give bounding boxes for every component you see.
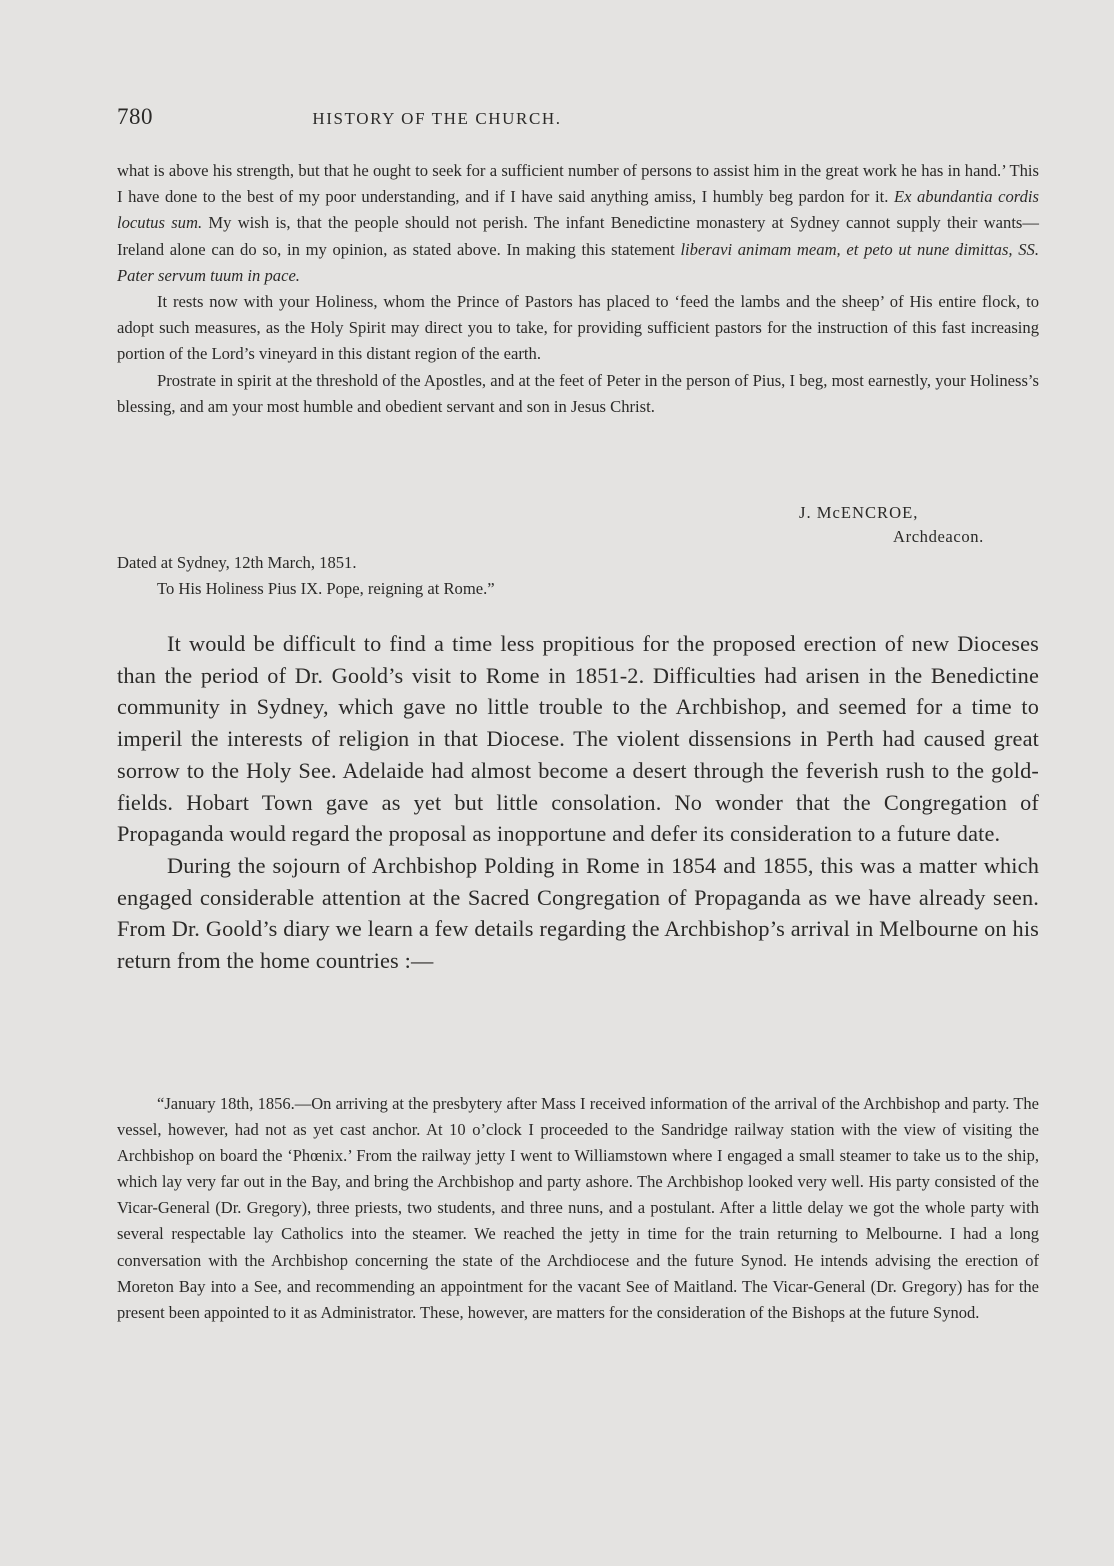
dated-line: Dated at Sydney, 12th March, 1851. — [117, 553, 357, 572]
letter-text-run: My wish is, that the people should not perish. The infant Benedictine monastery at Sydney cannot supply their wants—Ireland alone can do so, in my opinion, as stated above. In making this statement — [117, 213, 1039, 259]
letter-paragraph — [117, 158, 1039, 289]
addressee-line: To His Holiness Pius IX. Pope, reigning at Rome.” — [157, 579, 495, 598]
latin-phrase: Ex abundantia cordis locutus sum. — [117, 187, 1040, 233]
narrative-paragraph: During the sojourn of Archbishop Polding in Rome in 1854 and 1855, this was a matter which engaged considerable attention at the Sacred Congregation of Propaganda as we have already seen. From Dr. Goold’s diary we learn a few details regarding the Archbishop’s arrival in Melbourne on his return from the home countries :— — [117, 852, 1039, 974]
page-header — [117, 104, 1039, 136]
narrative-text — [117, 628, 1039, 977]
signature-title: Archdeacon. — [893, 527, 984, 546]
letter-text-run: what is above his strength, but that he ought to seek for a sufficient number of persons to assist him in the great work he has in hand.’ This I have done to the best of my poor understanding, and if I have said anything amiss, I humbly beg pardon for it. — [117, 161, 1039, 207]
book-page — [117, 0, 1039, 1566]
letter-paragraph: Prostrate in spirit at the threshold of the Apostles, and at the feet of Peter in the person of Pius, I beg, most earnestly, your Holiness’s blessing, and am your most humble and obedient servant and son in Jesus Christ. — [117, 370, 1039, 416]
latin-phrase: liberavi animam meam, et peto ut nune dimittas, SS. Pater servum tuum in pace. — [117, 239, 1040, 285]
letter-text — [117, 158, 1039, 420]
running-title: HISTORY OF THE CHURCH. — [312, 109, 562, 128]
letter-dateline — [117, 550, 1039, 602]
signature-name: J. McENCROE, — [799, 503, 919, 522]
diary-paragraph: “January 18th, 1856.—On arriving at the presbytery after Mass I received information of the arrival of the Archbishop and party. The vessel, however, had not as yet cast anchor. At 10 o’clock I proceeded to the Sandridge railway station with the view of visiting the Archbishop on board the ‘Phœnix.’ From the railway jetty I went to Williamstown where I engaged a small steamer to take us to the ship, which lay very far out in the Bay, and bring the Archbishop and party ashore. The Archbishop looked very well. His party consisted of the Vicar-General (Dr. Gregory), three priests, two students, and three nuns, and a postulant. After a little delay we got the whole party with several respectable lay Catholics into the steamer. We reached the jetty in time for the train returning to Melbourne. I had a long conversation with the Archbishop concerning the state of the Archdiocese and the future Synod. He intends advising the erection of Moreton Bay into a See, and recommending an appointment for the vacant See of Maitland. The Vicar-General (Dr. Gregory) has for the present been appointed to it as Administrator. These, however, are matters for the consideration of the Bishops at the future Synod. — [117, 1094, 1039, 1322]
narrative-paragraph: It would be difficult to find a time less propitious for the proposed erection of new Dioceses than the period of Dr. Goold’s visit to Rome in 1851-2. Difficulties had arisen in the Benedictine community in Sydney, which gave no little trouble to the Archbishop, and seemed for a time to imperil the interests of religion in that Diocese. The violent dissensions in Perth had caused great sorrow to the Holy See. Adelaide had almost become a desert through the feverish rush to the gold-fields. Hobart Town gave as yet but little consolation. No wonder that the Congregation of Propaganda would regard the proposal as inopportune and defer its consideration to a future date. — [117, 631, 1039, 847]
diary-quotation — [117, 1091, 1039, 1326]
page-number: 780 — [117, 104, 153, 129]
letter-paragraph: It rests now with your Holiness, whom the Prince of Pastors has placed to ‘feed the lambs and the sheep’ of His entire flock, to adopt such measures, as the Holy Spirit may direct you to take, for providing sufficient pastors for the instruction of this fast increasing portion of the Lord’s vineyard in this distant region of the earth. — [117, 292, 1039, 364]
